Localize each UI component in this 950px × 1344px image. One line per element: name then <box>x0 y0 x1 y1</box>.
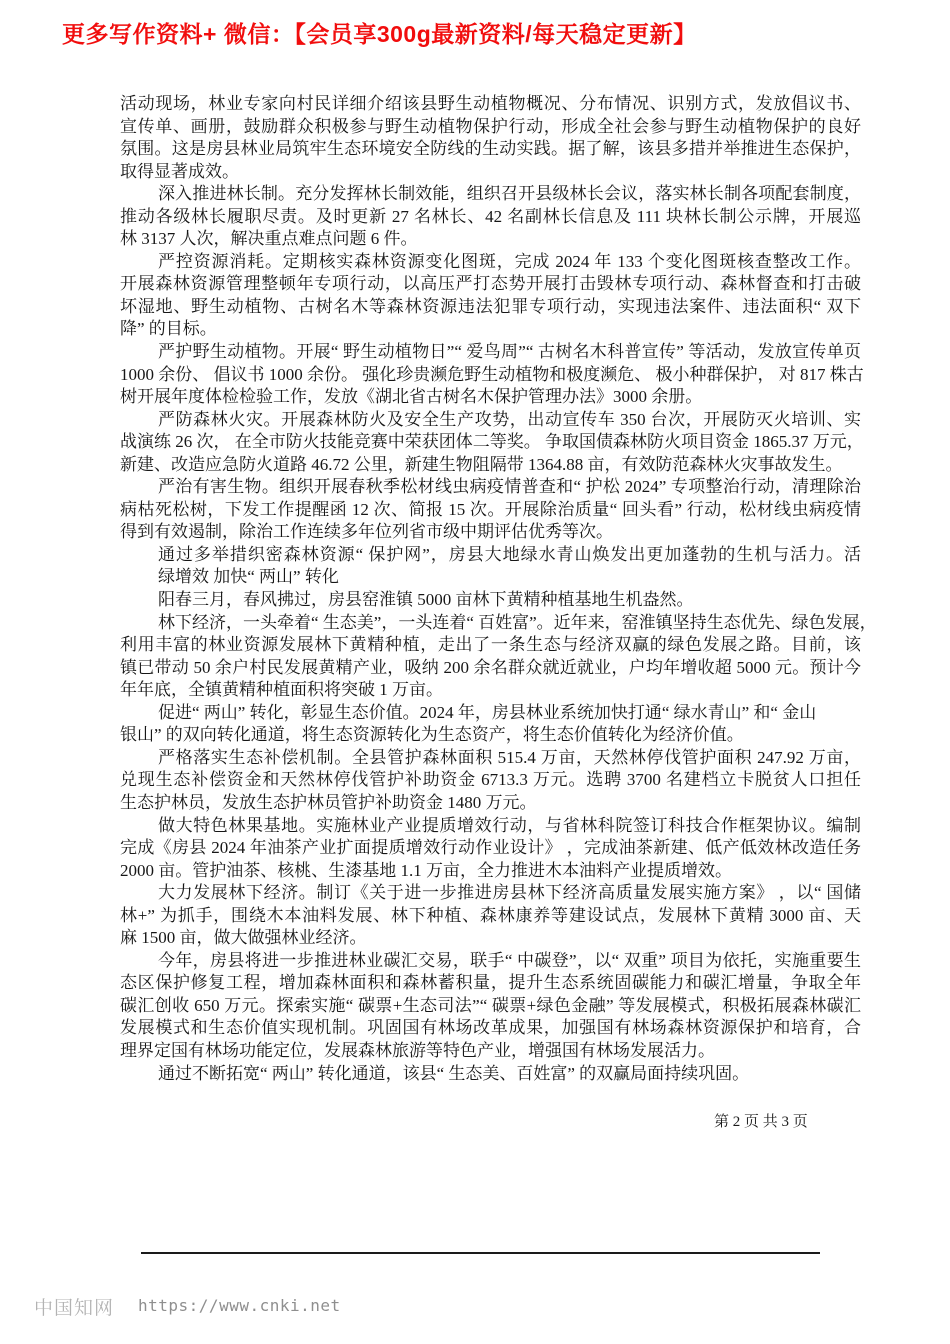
text-line: 新建、改造应急防火道路 46.72 公里，新建生物阻隔带 1364.88 亩，有效防范森林火灾事故发生。 <box>120 454 843 474</box>
text-line: 得到有效遏制，除治工作连续多年位列省市级中期评估优秀等次。 <box>120 522 613 542</box>
cnki-watermark-url: https://www.cnki.net <box>138 1296 341 1315</box>
text-line: 生态护林员，发放生态护林员管护补助资金 1480 万元。 <box>120 792 537 812</box>
text-line: 年年底，全镇黄精种植面积将突破 1 万亩。 <box>120 680 443 700</box>
text-line: 严防森林火灾。开展森林防火及安全生产攻势，出动宣传车 350 台次，开展防灭火培训、实 <box>158 409 861 429</box>
text-line: 战演练 26 次， 在全市防火技能竞赛中荣获团体二等奖。 争取国债森林防火项目资金 1865.37 万元， <box>120 432 864 452</box>
text-line: 严格落实生态补偿机制。全县管护森林面积 515.4 万亩，天然林停伐管护面积 247.92 万亩， <box>158 747 861 767</box>
text-line: 通过多举措织密森林资源“ 保护网”，房县大地绿水青山焕发出更加蓬勃的生机与活力。活 <box>158 544 861 564</box>
text-line: 发展模式和生态价值实现机制。巩固国有林场改革成果，加强国有林场森林资源保护和培育，合 <box>120 1018 861 1038</box>
text-line: 林+” 为抓手，围绕木本油料发展、林下种植、森林康养等建设试点，发展林下黄精 3000 亩、天 <box>120 905 861 925</box>
text-line: 今年，房县将进一步推进林业碳汇交易，联手“ 中碳登”，以“ 双重” 项目为依托，实施重要生 <box>158 950 861 970</box>
text-line: 完成《房县 2024 年油茶产业扩面提质增效行动作业设计》 ，完成油茶新建、低产低效林改造任务 <box>120 838 861 858</box>
text-line: 严控资源消耗。定期核实森林资源变化图斑，完成 2024 年 133 个变化图斑核查整改工作。 <box>158 251 861 271</box>
text-line: 通过不断拓宽“ 两山” 转化通道，该县“ 生态美、百姓富” 的双赢局面持续巩固。 <box>158 1063 750 1083</box>
text-line: 开展森林资源管理整顿年专项行动，以高压严打态势开展打击毁林专项行动、森林督查和打击破 <box>120 274 861 294</box>
text-line: 树开展年度体检检验工作，发放《湖北省古树名木保护管理办法》3000 余册。 <box>120 387 703 407</box>
footer-divider-line <box>141 1252 820 1254</box>
text-line: 活动现场，林业专家向村民详细介绍该县野生动植物概况、分布情况、识别方式，发放倡议书、 <box>120 94 861 113</box>
text-line: 降” 的目标。 <box>120 319 217 339</box>
cnki-watermark-logo: 中国知网 <box>34 1298 115 1319</box>
text-line: 促进“ 两山” 转化，彰显生态价值。2024 年，房县林业系统加快打通“ 绿水青山” 和“ 金山 <box>158 702 817 722</box>
text-line: 坏湿地、野生动植物、古树名木等森林资源违法犯罪专项行动，实现违法案件、违法面积“ 双下 <box>120 296 861 316</box>
text-line: 阳春三月，春风拂过，房县窑淮镇 5000 亩林下黄精种植基地生机盎然。 <box>158 590 694 610</box>
text-line: 深入推进林长制。充分发挥林长制效能，组织召开县级林长会议，落实林长制各项配套制度， <box>158 184 861 204</box>
text-line: 林 3137 人次，解决重点难点问题 6 件。 <box>120 229 418 249</box>
promo-banner-text: 更多写作资料+ 微信：【会员享300g最新资料/每天稳定更新】 <box>62 21 697 47</box>
document-body <box>120 93 877 1085</box>
text-line: 碳汇创收 650 万元。探索实施“ 碳票+生态司法”“ 碳票+绿色金融” 等发展模式，积极拓展森林碳汇 <box>120 995 861 1015</box>
text-line: 兑现生态补偿资金和天然林停伐管护补助资金 6713.3 万元。选聘 3700 名建档立卡脱贫人口担任 <box>120 770 861 790</box>
text-line: 1000 余份、 倡议书 1000 余份。 强化珍贵濒危野生动植物和极度濒危、 极小种群保护， 对 817 株古 <box>120 364 864 384</box>
text-line: 利用丰富的林业资源发展林下黄精种植，走出了一条生态与经济双赢的绿色发展之路。目前，该 <box>120 635 861 655</box>
text-line: 宣传单、画册，鼓励群众积极参与野生动植物保护行动，形成全社会参与野生动植物保护的良好 <box>120 116 861 136</box>
text-line: 林下经济，一头牵着“ 生态美”，一头连着“ 百姓富”。近年来，窑淮镇坚持生态优先、绿色发展， <box>158 612 877 632</box>
text-line: 2000 亩。管护油茶、核桃、生漆基地 1.1 万亩，全力推进木本油料产业提质增效。 <box>120 860 732 880</box>
text-line: 取得显著成效。 <box>120 161 239 181</box>
text-line: 严护野生动植物。开展“ 野生动植物日”“ 爱鸟周”“ 古树名木科普宣传” 等活动，发放宣传单页 <box>158 342 861 362</box>
text-line: 绿增效 加快“ 两山” 转化 <box>158 567 339 587</box>
text-line: 银山” 的双向转化通道，将生态资源转化为生态资产，将生态价值转化为经济价值。 <box>120 725 744 745</box>
text-line: 大力发展林下经济。制订《关于进一步推进房县林下经济高质量发展实施方案》 ，以“ 国储 <box>158 883 861 903</box>
text-line: 镇已带动 50 余户村民发展黄精产业，吸纳 200 余名群众就近就业，户均年增收超 5000 元。预计今 <box>120 657 861 677</box>
text-line: 麻 1500 亩，做大做强林业经济。 <box>120 928 367 948</box>
text-line: 氛围。这是房县林业局筑牢生态环境安全防线的生动实践。据了解，该县多措并举推进生态保护， <box>120 139 861 159</box>
text-line: 病枯死松树，下发工作提醒函 12 次、简报 15 次。开展除治质量“ 回头看” 行动，松材线虫病疫情 <box>120 499 861 519</box>
text-line: 态区保护修复工程，增加森林面积和森林蓄积量，提升生态系统固碳能力和碳汇增量，争取全年 <box>120 973 861 993</box>
text-line: 做大特色林果基地。实施林业产业提质增效行动，与省林科院签订科技合作框架协议。编制 <box>158 815 861 835</box>
text-line: 理界定国有林场功能定位，发展森林旅游等特色产业，增强国有林场发展活力。 <box>120 1040 715 1060</box>
text-line: 严治有害生物。组织开展春秋季松材线虫病疫情普查和“ 护松 2024” 专项整治行动，清理除治 <box>158 477 861 497</box>
page-number: 第 2 页 共 3 页 <box>714 1114 808 1130</box>
text-line: 推动各级林长履职尽责。及时更新 27 名林长、42 名副林长信息及 111 块林长制公示牌，开展巡 <box>120 206 861 226</box>
